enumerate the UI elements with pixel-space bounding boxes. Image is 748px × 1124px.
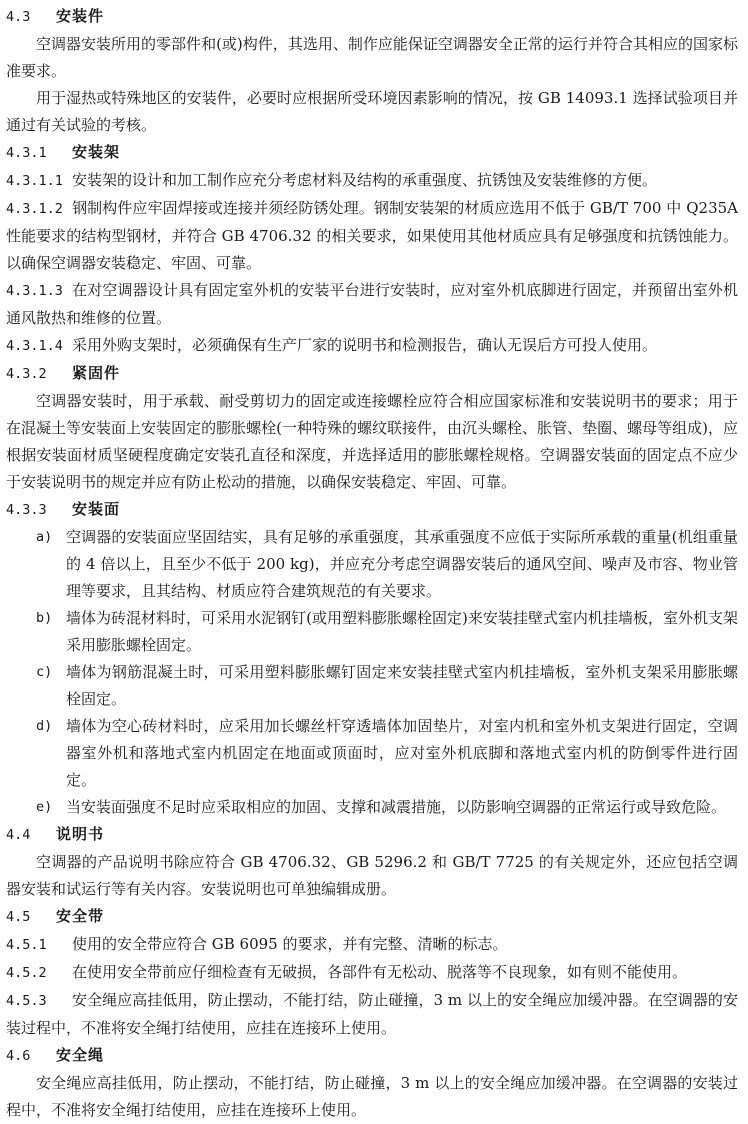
section-number: 4.4	[6, 827, 31, 843]
paragraph: 安全绳应高挂低用，防止摆动，不能打结，防止碰撞，3 m 以上的安全绳应加缓冲器。在空调器的安装过程中，不准将安全绳打结使用，应挂在连接环上使用。	[6, 1074, 738, 1119]
section-number: 4.3.2	[6, 366, 47, 382]
clause-text: 钢制构件应牢固焊接或连接并须经防锈处理。钢制安装架的材质应选用不低于 GB/T 700 中 Q235A 性能要求的结构型钢材，并符合 GB 4706.32 的相关要求，如果使用其他材质应具有足够强度和抗锈蚀能力。以确保空调器安装稳定、牢固、可靠。	[6, 199, 738, 272]
list-label: a)	[36, 529, 53, 545]
section-title: 安全绳	[56, 1046, 105, 1064]
list-text: 墙体为空心砖材料时，应采用加长螺丝杆穿透墙体加固垫片，对室内机和室外机支架进行固定，空调器室外机和落地式室内机固定在地面或顶面时，应对室外机底脚和落地式室内机的防倒零件进行固定。	[66, 717, 738, 789]
section-number: 4.3.1	[6, 145, 47, 161]
paragraph: 用于湿热或特殊地区的安装件，必要时应根据所受环境因素影响的情况，按 GB 14093.1 选择试验项目并通过有关试验的考核。	[6, 89, 738, 134]
clause-number: 4.3.1.4	[6, 338, 63, 354]
clause-4-5-2	[6, 959, 738, 987]
clause-4-5-3	[6, 987, 738, 1042]
list-label: e)	[36, 799, 53, 815]
clause-text: 安全绳应高挂低用，防止摆动，不能打结，防止碰撞，3 m 以上的安全绳应加缓冲器。在空调器的安装过程中，不准将安全绳打结使用，应挂在连接环上使用。	[6, 991, 738, 1037]
section-number: 4.3.3	[6, 502, 47, 518]
clause-text: 在使用安全带前应仔细检查有无破损，各部件有无松动、脱落等不良现象，如有则不能使用。	[72, 963, 688, 981]
list-label: d)	[36, 718, 53, 734]
list-item-b	[6, 605, 738, 659]
heading-4-3-1	[6, 139, 738, 167]
section-title: 安装面	[72, 500, 121, 518]
heading-4-5	[6, 903, 738, 931]
list-text: 空调器的安装面应坚固结实，具有足够的承重强度，其承重强度不应低于实际所承载的重量(机组重量的 4 倍以上，且至少不低于 200 kg)，并应充分考虑空调器安装后的通风空间、噪声及市容、物业管理等要求，且其结构、材质应符合建筑规范的有关要求。	[66, 528, 738, 600]
clause-text: 使用的安全带应符合 GB 6095 的要求，并有完整、清晰的标志。	[72, 935, 508, 953]
clause-number: 4.5.3	[6, 993, 47, 1009]
heading-4-3	[6, 3, 738, 31]
list-label: b)	[36, 610, 53, 626]
list-item-d	[6, 713, 738, 794]
clause-number: 4.3.1.3	[6, 283, 63, 299]
paragraph: 空调器安装时，用于承载、耐受剪切力的固定或连接螺栓应符合相应国家标准和安装说明书的要求；用于在混凝土等安装面上安装固定的膨胀螺栓(一种特殊的螺纹联接件，由沉头螺栓、胀管、垫圈、螺母等组成)，应根据安装面材质坚硬程度确定安装孔直径和深度，并选择适用的膨胀螺栓规格。空调器安装面的固定点不应少于安装说明书的规定并应有防止松动的措施，以确保安装稳定、牢固、可靠。	[6, 392, 738, 491]
list-text: 墙体为砖混材料时，可采用水泥钢钉(或用塑料膨胀螺栓固定)来安装挂壁式室内机挂墙板，室外机支架采用膨胀螺栓固定。	[66, 609, 738, 654]
paragraph: 空调器的产品说明书除应符合 GB 4706.32、GB 5296.2 和 GB/T 7725 的有关规定外，还应包括空调器安装和试运行等有关内容。安装说明也可单独编辑成册。	[6, 853, 738, 898]
clause-text: 在对空调器设计具有固定室外机的安装平台进行安装时，应对室外机底脚进行固定，并预留出室外机通风散热和维修的位置。	[6, 281, 738, 327]
heading-4-3-2	[6, 360, 738, 388]
clause-4-3-1-4	[6, 332, 738, 360]
section-title: 安装件	[56, 7, 105, 25]
list-item-c	[6, 659, 738, 713]
section-number: 4.3	[6, 9, 31, 25]
clause-text: 采用外购支架时，必须确保有生产厂家的说明书和检测报告，确认无误后方可投人使用。	[72, 336, 658, 354]
list-item-a	[6, 524, 738, 605]
clause-number: 4.3.1.2	[6, 201, 63, 217]
list-item-e	[6, 794, 738, 821]
clause-number: 4.5.2	[6, 965, 47, 981]
clause-4-3-1-3	[6, 277, 738, 332]
clause-number: 4.3.1.1	[6, 173, 63, 189]
heading-4-3-3	[6, 496, 738, 524]
section-title: 说明书	[56, 825, 105, 843]
section-title: 安全带	[56, 907, 105, 925]
heading-4-4	[6, 821, 738, 849]
clause-number: 4.5.1	[6, 937, 47, 953]
section-title: 安装架	[72, 143, 121, 161]
list-label: c)	[36, 664, 53, 680]
section-number: 4.5	[6, 909, 31, 925]
clause-4-3-1-2	[6, 195, 738, 277]
section-number: 4.6	[6, 1048, 31, 1064]
section-title: 紧固件	[72, 364, 121, 382]
list-text: 当安装面强度不足时应采取相应的加固、支撑和减震措施，以防影响空调器的正常运行或导致危险。	[66, 798, 727, 816]
heading-4-6	[6, 1042, 738, 1070]
clause-4-3-1-1	[6, 167, 738, 195]
paragraph: 空调器安装所用的零部件和(或)构件，其选用、制作应能保证空调器安全正常的运行并符合其相应的国家标准要求。	[6, 35, 738, 80]
clause-4-5-1	[6, 931, 738, 959]
clause-text: 安装架的设计和加工制作应充分考虑材料及结构的承重强度、抗锈蚀及安装维修的方便。	[72, 171, 658, 189]
list-text: 墙体为钢筋混凝土时，可采用塑料膨胀螺钉固定来安装挂壁式室内机挂墙板，室外机支架采用膨胀螺栓固定。	[66, 663, 738, 708]
